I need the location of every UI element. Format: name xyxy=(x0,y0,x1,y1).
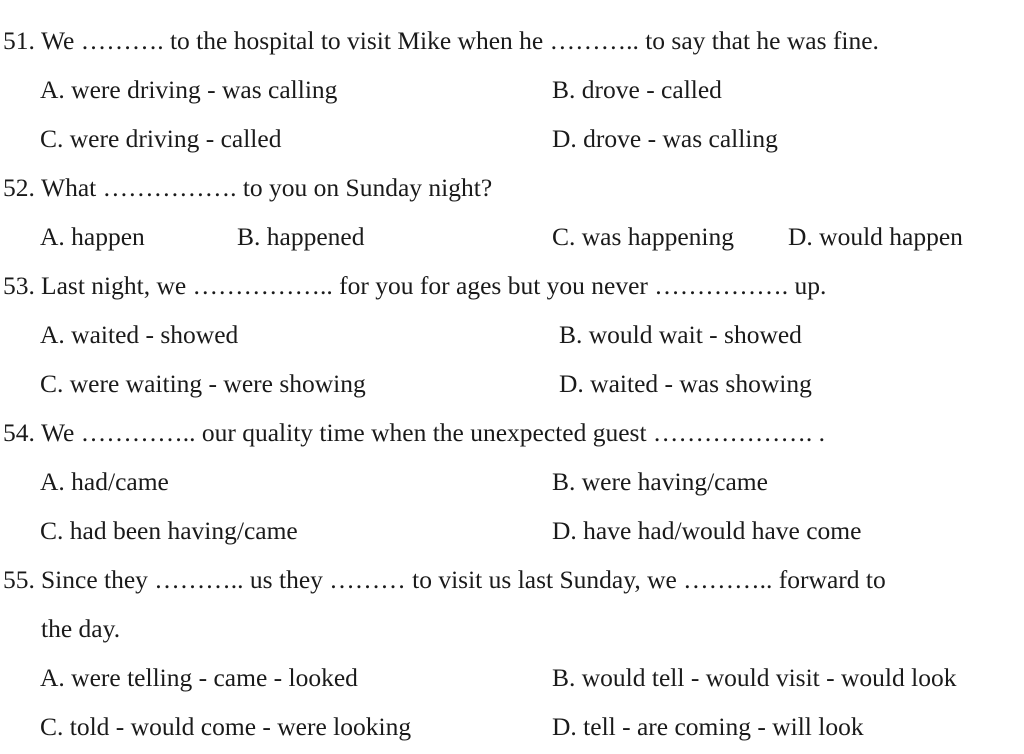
q54-option-a: A. had/came xyxy=(40,467,169,496)
q53-option-d: D. waited - was showing xyxy=(559,369,812,398)
question-number: 55. xyxy=(3,565,35,594)
question-54-stem xyxy=(3,418,825,448)
q55-option-c: C. told - would come - were looking xyxy=(40,712,412,741)
q51-option-d: D. drove - was calling xyxy=(552,124,778,153)
question-52-stem xyxy=(3,173,492,203)
q53-option-c: C. were waiting - were showing xyxy=(40,369,366,398)
q53-option-b: B. would wait - showed xyxy=(559,320,802,349)
q51-option-b: B. drove - called xyxy=(552,75,722,104)
q52-option-d: D. would happen xyxy=(788,222,963,251)
question-text: Last night, we …………….. for you for ages but you never ……………. up. xyxy=(41,271,827,300)
q52-option-a: A. happen xyxy=(40,222,145,251)
question-number: 51. xyxy=(3,26,35,55)
question-number: 54. xyxy=(3,418,35,447)
q53-option-a: A. waited - showed xyxy=(40,320,239,349)
q54-option-b: B. were having/came xyxy=(552,467,768,496)
question-text: What ……………. to you on Sunday night? xyxy=(41,173,493,202)
question-53-stem xyxy=(3,271,826,301)
question-55-stem-continued: the day. xyxy=(41,614,121,643)
q54-option-c: C. had been having/came xyxy=(40,516,298,545)
q52-option-c: C. was happening xyxy=(552,222,735,251)
question-55-stem xyxy=(3,565,886,595)
q55-option-d: D. tell - are coming - will look xyxy=(552,712,864,741)
q54-option-d: D. have had/would have come xyxy=(552,516,862,545)
question-text: Since they ……….. us they ……… to visit us last Sunday, we ……….. forward to xyxy=(41,565,886,594)
question-number: 52. xyxy=(3,173,35,202)
q51-option-a: A. were driving - was calling xyxy=(40,75,338,104)
question-number: 53. xyxy=(3,271,35,300)
question-51-stem xyxy=(3,26,879,56)
question-text: We ………….. our quality time when the unexpected guest ………………. . xyxy=(41,418,826,447)
q55-option-a: A. were telling - came - looked xyxy=(40,663,358,692)
question-text: We ………. to the hospital to visit Mike when he ……….. to say that he was fine. xyxy=(41,26,879,55)
q52-option-b: B. happened xyxy=(237,222,365,251)
q55-option-b: B. would tell - would visit - would look xyxy=(552,663,957,692)
q51-option-c: C. were driving - called xyxy=(40,124,282,153)
